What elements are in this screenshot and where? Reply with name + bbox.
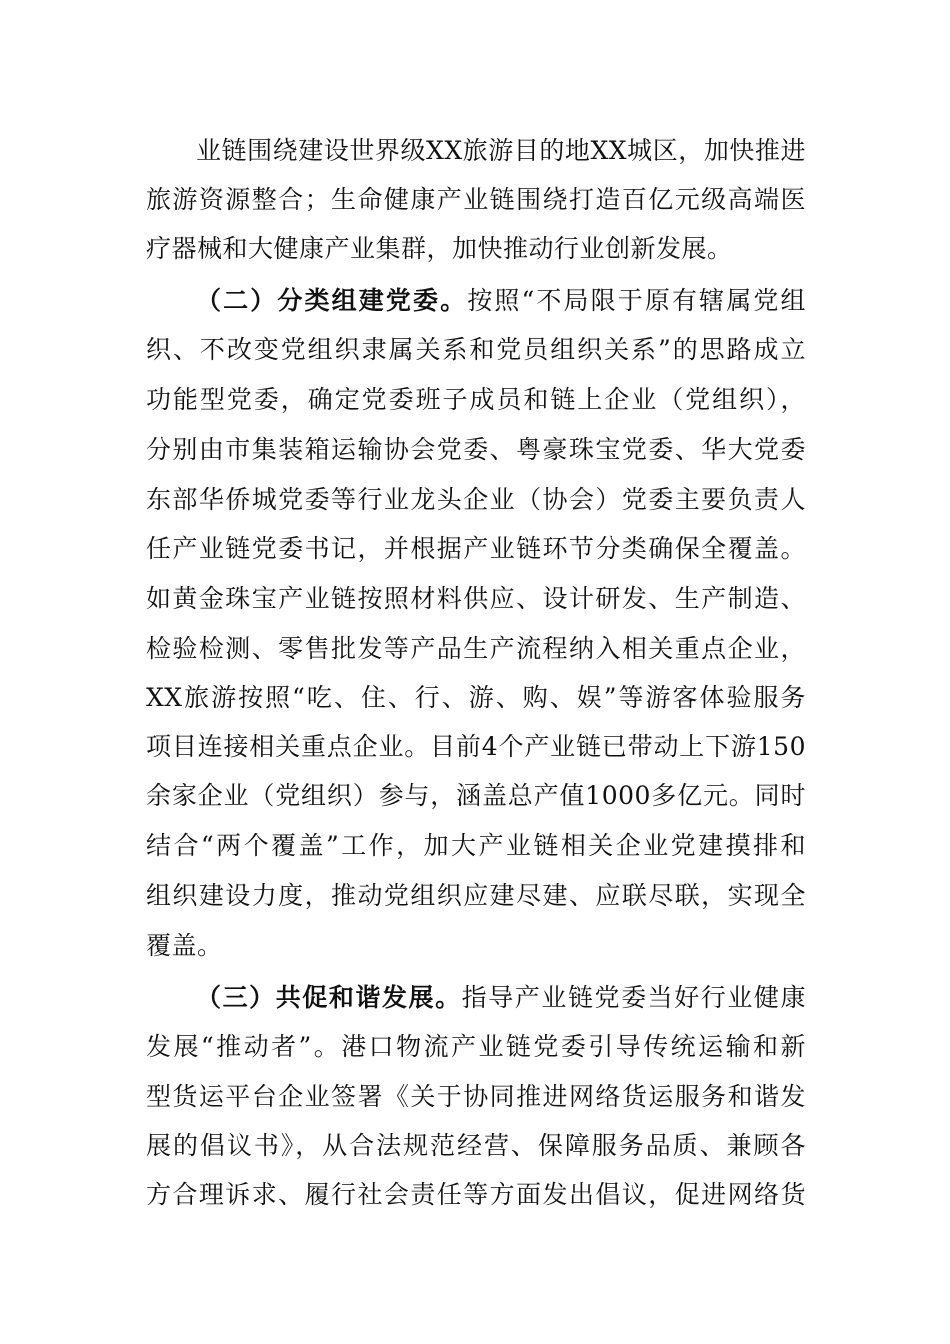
paragraph-2-line-12: 结合“两个覆盖”工作，加大产业链相关企业党建摸排和	[146, 831, 806, 860]
paragraph-2-line-9: XX旅游按照“吃、住、行、游、购、娱”等游客体验服务	[146, 683, 806, 712]
paragraph-3-first-line-text: 指导产业链党委当好行业健康	[461, 983, 806, 1012]
paragraph-2-line-1	[196, 281, 806, 321]
paragraph-3-line-1	[196, 978, 806, 1018]
paragraph-2-line-11: 余家企业（党组织）参与，涵盖总产值1000多亿元。同时	[146, 781, 806, 810]
section-heading-3: （三）共促和谐发展。	[196, 983, 462, 1012]
paragraph-3-line-4: 展的倡议书》，从合法规范经营、保障服务品质、兼顾各	[146, 1131, 806, 1160]
paragraph-2-line-6: 任产业链党委书记，并根据产业链环节分类确保全覆盖。	[146, 534, 806, 563]
paragraph-2-line-10: 项目连接相关重点企业。目前4个产业链已带动上下游150	[146, 732, 806, 761]
paragraph-1-line-1: 业链围绕建设世界级XX旅游目的地XX城区，加快推进	[196, 136, 806, 165]
paragraph-1-line-2: 旅游资源整合；生命健康产业链围绕打造百亿元级高端医	[146, 185, 806, 214]
paragraph-2-line-4: 分别由市集装箱运输协会党委、粤豪珠宝党委、华大党委	[146, 435, 806, 464]
paragraph-2-line-8: 检验检测、零售批发等产品生产流程纳入相关重点企业，	[146, 634, 806, 663]
paragraph-2-first-line-text: 按照“不局限于原有辖属党组	[467, 286, 806, 315]
paragraph-3-line-2: 发展“推动者”。港口物流产业链党委引导传统运输和新	[146, 1032, 806, 1061]
paragraph-2-line-5: 东部华侨城党委等行业龙头企业（协会）党委主要负责人	[146, 485, 806, 514]
paragraph-3-line-5: 方合理诉求、履行社会责任等方面发出倡议，促进网络货	[146, 1180, 806, 1209]
paragraph-1-line-3: 疗器械和大健康产业集群，加快推动行业创新发展。	[146, 234, 733, 263]
paragraph-2-line-7: 如黄金珠宝产业链按照材料供应、设计研发、生产制造、	[146, 584, 806, 613]
paragraph-3-line-3: 型货运平台企业签署《关于协同推进网络货运服务和谐发	[146, 1082, 806, 1111]
paragraph-2-line-2: 织、不改变党组织隶属关系和党员组织关系”的思路成立	[146, 335, 806, 364]
paragraph-2-line-13: 组织建设力度，推动党组织应建尽建、应联尽联，实现全	[146, 881, 806, 910]
paragraph-2-line-14: 覆盖。	[146, 931, 223, 960]
section-heading-2: （二）分类组建党委。	[196, 286, 468, 315]
paragraph-2-line-3: 功能型党委，确定党委班子成员和链上企业（党组织），	[146, 385, 806, 414]
